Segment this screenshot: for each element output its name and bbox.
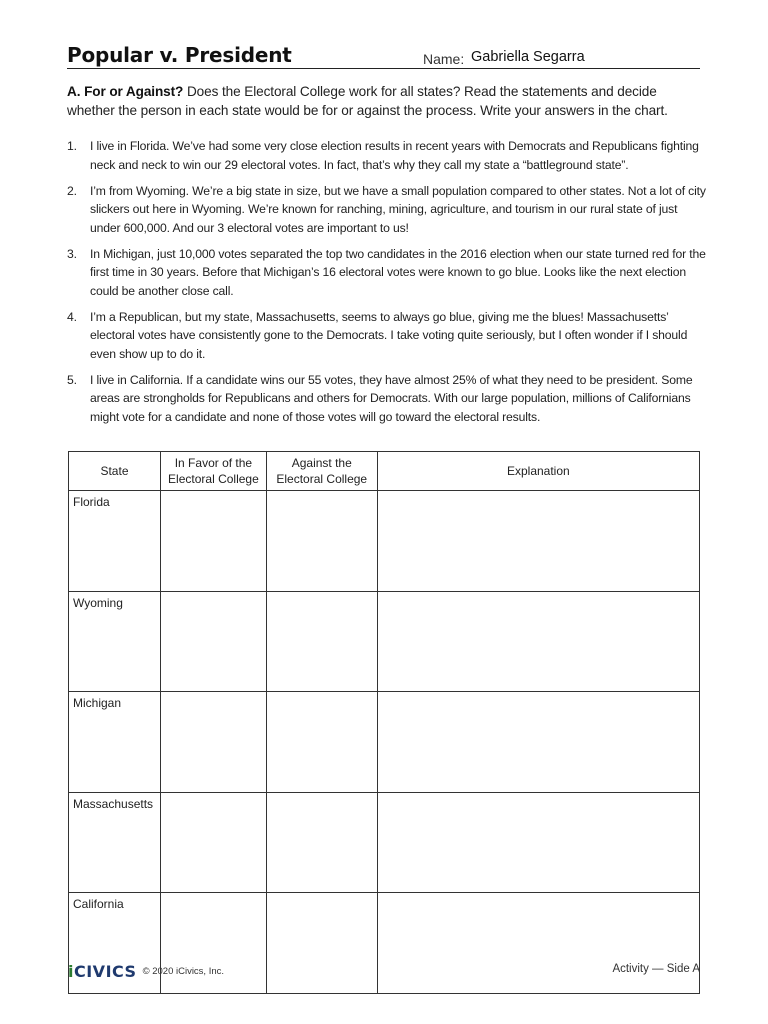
name-field[interactable]: Gabriella Segarra <box>471 49 585 65</box>
table-row <box>69 792 700 893</box>
state-cell: California <box>69 893 161 994</box>
state-cell: Florida <box>69 491 161 592</box>
against-cell[interactable] <box>266 692 377 793</box>
column-header-against: Against the Electoral College <box>266 452 377 491</box>
explanation-cell[interactable] <box>377 692 699 793</box>
section-a-heading: A. For or Against? <box>67 84 184 99</box>
page-title: Popular v. President <box>67 43 292 67</box>
state-cell: Wyoming <box>69 591 161 692</box>
item-text: I live in California. If a candidate wins our 55 votes, they have almost 25% of what they need to be president. Some areas are strongholds for Republicans and others for Democrats. With our large population, millions of Californians might vote for a candidate and none of those votes will go toward the electoral results. <box>90 372 693 424</box>
name-label: Name: <box>423 51 465 67</box>
in-favor-cell[interactable] <box>160 491 266 592</box>
section-a-instructions <box>67 82 707 120</box>
item-text: I’m from Wyoming. We’re a big state in size, but we have a small population compared to other states. Not a lot of city slickers out here in Wyoming. We’re known for ranching, mining, agriculture, and tourism in our rural state of just under 600,000. And our 3 electoral votes are important to us! <box>90 183 706 235</box>
item-text: I’m a Republican, but my state, Massachusetts, seems to always go blue, giving me the blues! Massachusetts’ electoral votes have consistently gone to the Democrats. I take voting quite seriously, but I often wonder if I should even show up to do it. <box>90 309 688 361</box>
table-row <box>69 692 700 793</box>
page-header <box>67 43 700 69</box>
in-favor-cell[interactable] <box>160 792 266 893</box>
item-text: I live in Florida. We’ve had some very close election results in recent years with Democrats and Republicans fighting neck and neck to win our 29 electoral votes. In fact, that’s why they call my state a “battleground state”. <box>90 139 699 172</box>
list-item <box>67 137 707 174</box>
explanation-cell[interactable] <box>377 792 699 893</box>
icivics-logo: iCIVICS <box>68 961 137 981</box>
against-cell[interactable] <box>266 893 377 994</box>
page-label: Activity — Side A <box>612 963 700 975</box>
column-header-state: State <box>69 452 161 491</box>
table-row <box>69 591 700 692</box>
explanation-cell[interactable] <box>377 491 699 592</box>
state-cell: Michigan <box>69 692 161 793</box>
answer-chart <box>68 451 700 994</box>
list-item <box>67 182 707 238</box>
item-number: 4. <box>67 309 77 324</box>
state-cell: Massachusetts <box>69 792 161 893</box>
item-number: 3. <box>67 246 77 261</box>
item-number: 2. <box>67 183 77 198</box>
footer-branding <box>68 961 224 981</box>
table-row <box>69 491 700 592</box>
in-favor-cell[interactable] <box>160 692 266 793</box>
explanation-cell[interactable] <box>377 591 699 692</box>
against-cell[interactable] <box>266 792 377 893</box>
copyright-text: © 2020 iCivics, Inc. <box>142 965 225 977</box>
column-header-explanation: Explanation <box>377 452 699 491</box>
item-number: 1. <box>67 139 77 153</box>
section-a-text: Does the Electoral College work for all states? Read the statements and decide whether the person in each state would be for or against the process. Write your answers in the chart. <box>67 84 668 118</box>
item-number: 5. <box>67 372 77 387</box>
against-cell[interactable] <box>266 591 377 692</box>
table-header-row <box>69 452 700 491</box>
explanation-cell[interactable] <box>377 893 699 994</box>
column-header-in-favor: In Favor of the Electoral College <box>160 452 266 491</box>
list-item <box>67 245 707 301</box>
statement-list <box>67 137 707 434</box>
against-cell[interactable] <box>266 491 377 592</box>
list-item <box>67 308 707 364</box>
list-item <box>67 371 707 427</box>
item-text: In Michigan, just 10,000 votes separated the top two candidates in the 2016 election when our state turned red for the first time in 30 years. Before that Michigan’s 16 electoral votes were known to go blue. Looks like the next election could be another close call. <box>90 246 706 298</box>
in-favor-cell[interactable] <box>160 591 266 692</box>
